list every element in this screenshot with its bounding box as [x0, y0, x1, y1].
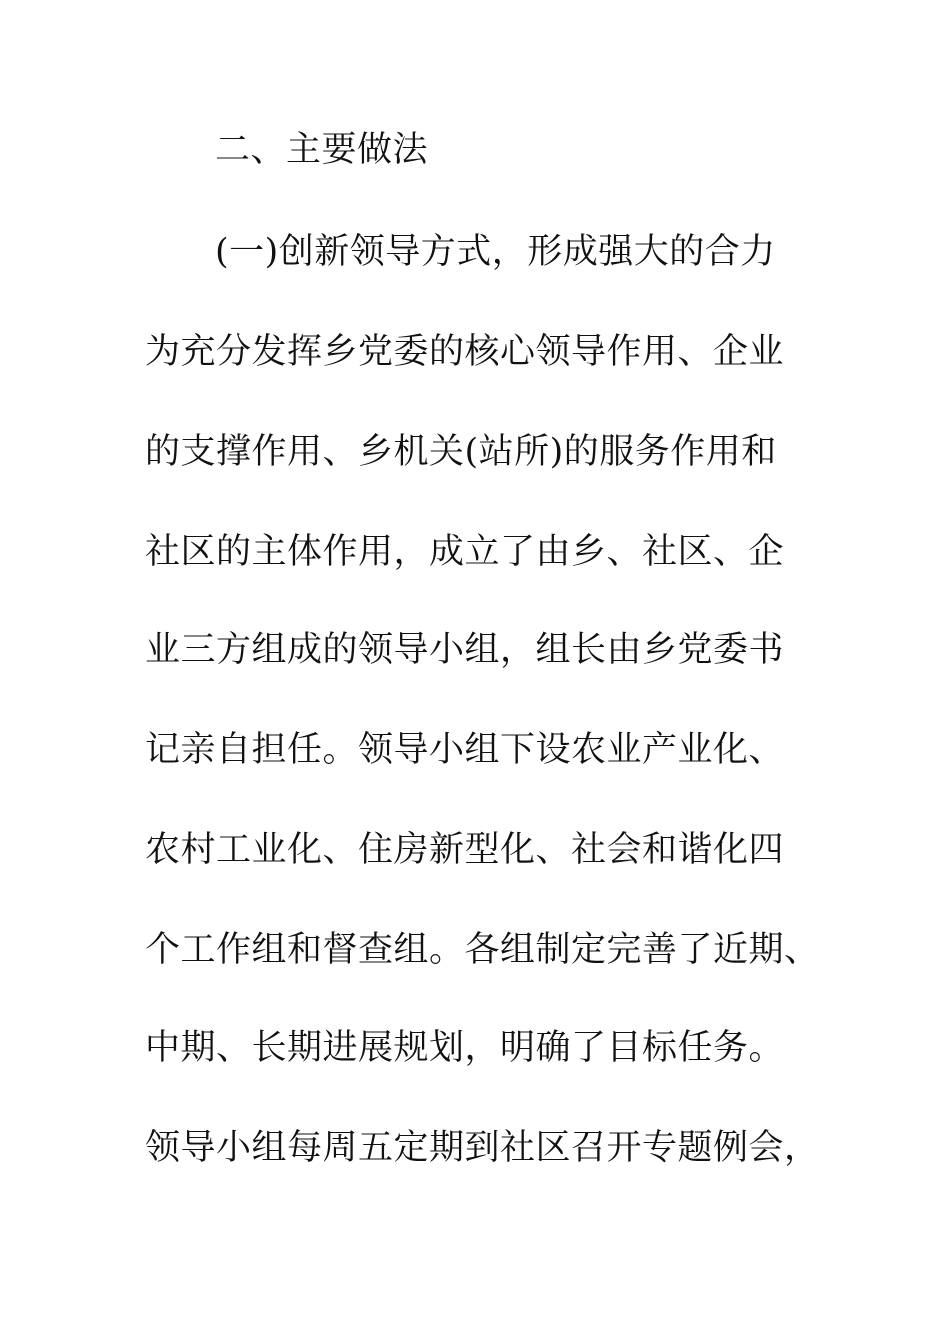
section-heading: 二、主要做法: [215, 130, 429, 170]
body-line: 为充分发挥乡党委的核心领导作用、企业: [145, 332, 785, 372]
body-line: 领导小组每周五定期到社区召开专题例会，: [145, 1128, 820, 1168]
body-line: 中期、长期进展规划，明确了目标任务。: [145, 1028, 785, 1068]
body-line: 的支撑作用、乡机关(站所)的服务作用和: [145, 432, 777, 472]
subheading: (一)创新领导方式，形成强大的合力: [215, 232, 776, 272]
body-line: 个工作组和督查组。各组制定完善了近期、: [145, 930, 820, 970]
body-line: 记亲自担任。领导小组下设农业产业化、: [145, 730, 785, 770]
body-line: 农村工业化、住房新型化、社会和谐化四: [145, 830, 785, 870]
body-line: 业三方组成的领导小组，组长由乡党委书: [145, 630, 785, 670]
body-line: 社区的主体作用，成立了由乡、社区、企: [145, 532, 785, 572]
